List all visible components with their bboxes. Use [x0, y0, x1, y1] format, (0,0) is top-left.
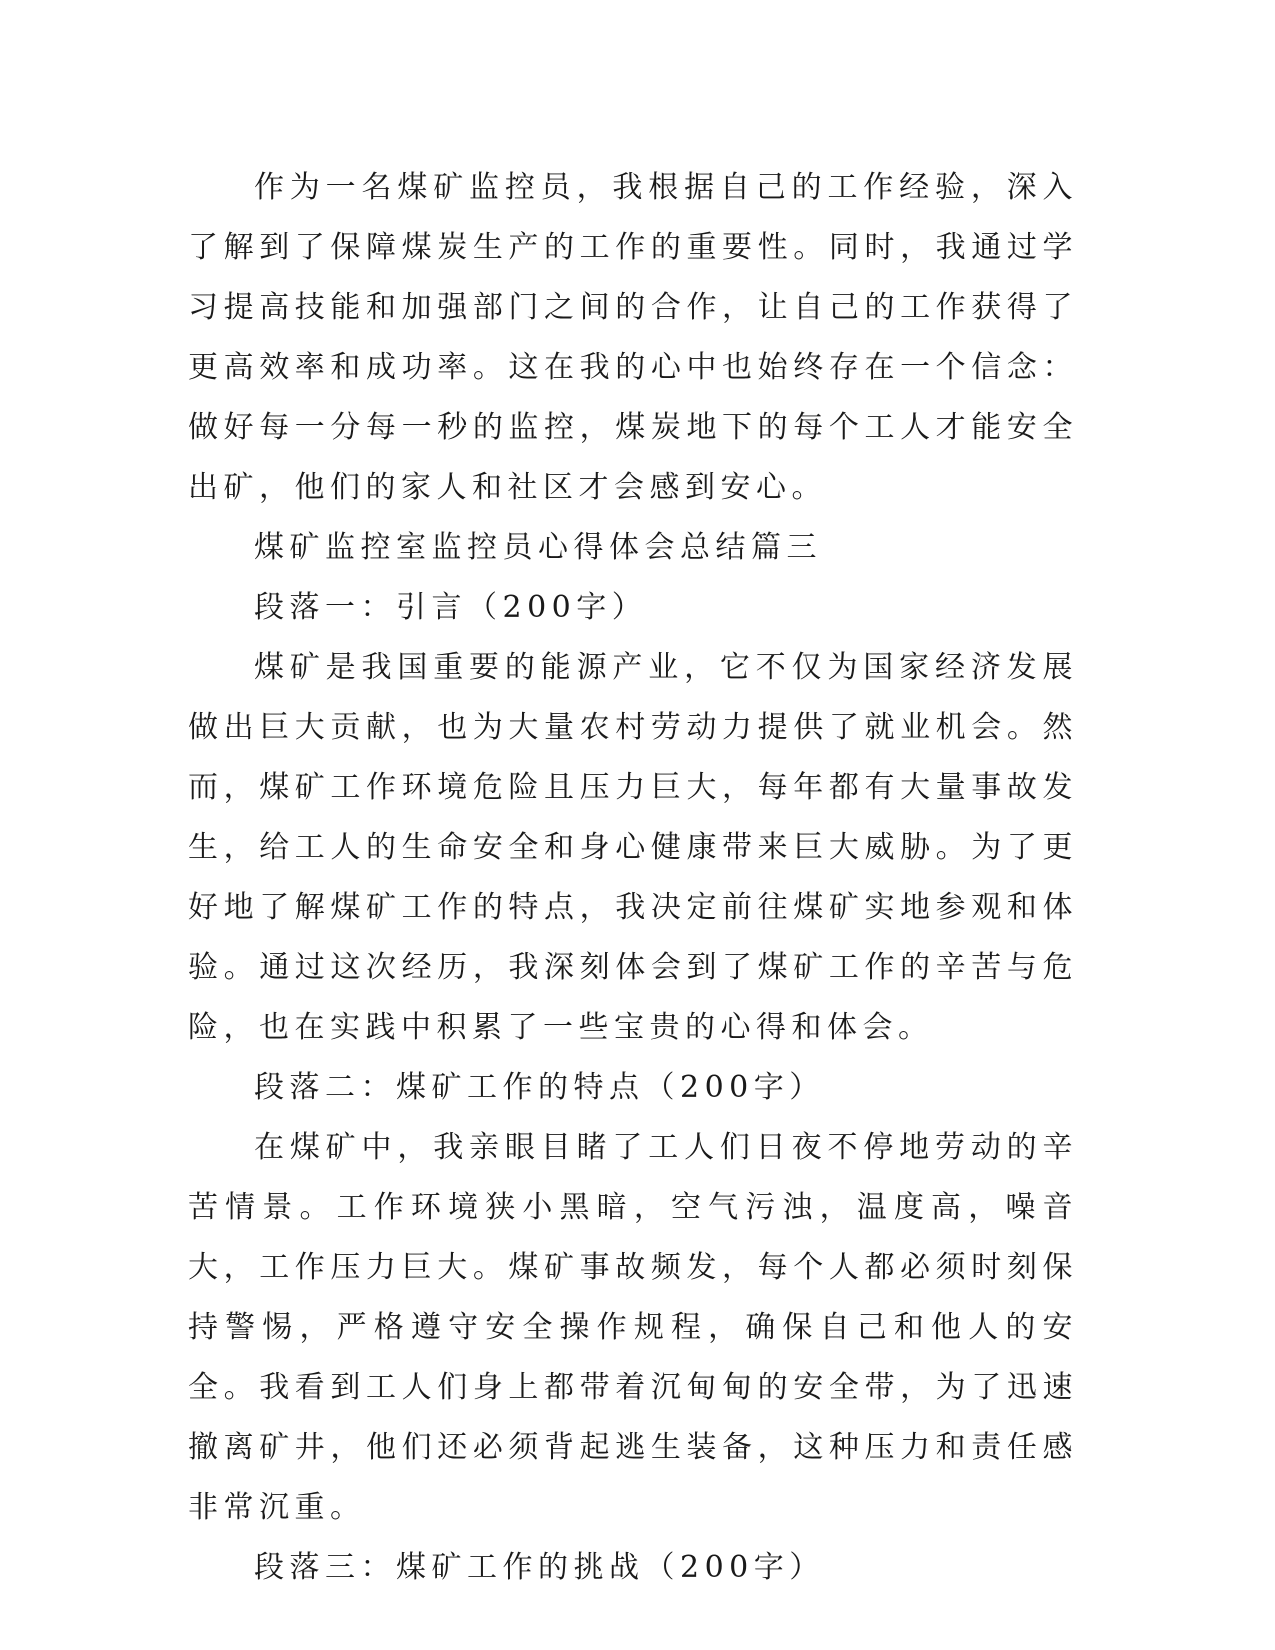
paragraph-heading: 段落二：煤矿工作的特点（200字）: [254, 1070, 825, 1105]
body-paragraph: 煤矿是我国重要的能源产业，它不仅为国家经济发展做出巨大贡献，也为大量农村劳动力提供了就业机会。然而，煤矿工作环境危险且压力巨大，每年都有大量事故发生，给工人的生命安全和身心健康带来巨大威胁。为了更好地了解煤矿工作的特点，我决定前往煤矿实地参观和体验。通过这次经历，我深刻体会到了煤矿工作的辛苦与危险，也在实践中积累了一些宝贵的心得和体会。: [188, 650, 1078, 1045]
body-paragraph: 作为一名煤矿监控员，我根据自己的工作经验，深入了解到了保障煤炭生产的工作的重要性。同时，我通过学习提高技能和加强部门之间的合作，让自己的工作获得了更高效率和成功率。这在我的心中也始终存在一个信念：做好每一分每一秒的监控，煤炭地下的每个工人才能安全出矿，他们的家人和社区才会感到安心。: [188, 170, 1078, 505]
paragraph-heading: 段落三：煤矿工作的挑战（200字）: [254, 1550, 825, 1585]
document-body: [188, 158, 1078, 1598]
paragraph-heading: 段落一：引言（200字）: [254, 590, 648, 625]
body-paragraph: 在煤矿中，我亲眼目睹了工人们日夜不停地劳动的辛苦情景。工作环境狭小黑暗，空气污浊，温度高，噪音大，工作压力巨大。煤矿事故频发，每个人都必须时刻保持警惕，严格遵守安全操作规程，确保自己和他人的安全。我看到工人们身上都带着沉甸甸的安全带，为了迅速撤离矿井，他们还必须背起逃生装备，这种压力和责任感非常沉重。: [188, 1130, 1078, 1525]
section-title: 煤矿监控室监控员心得体会总结篇三: [254, 530, 822, 565]
